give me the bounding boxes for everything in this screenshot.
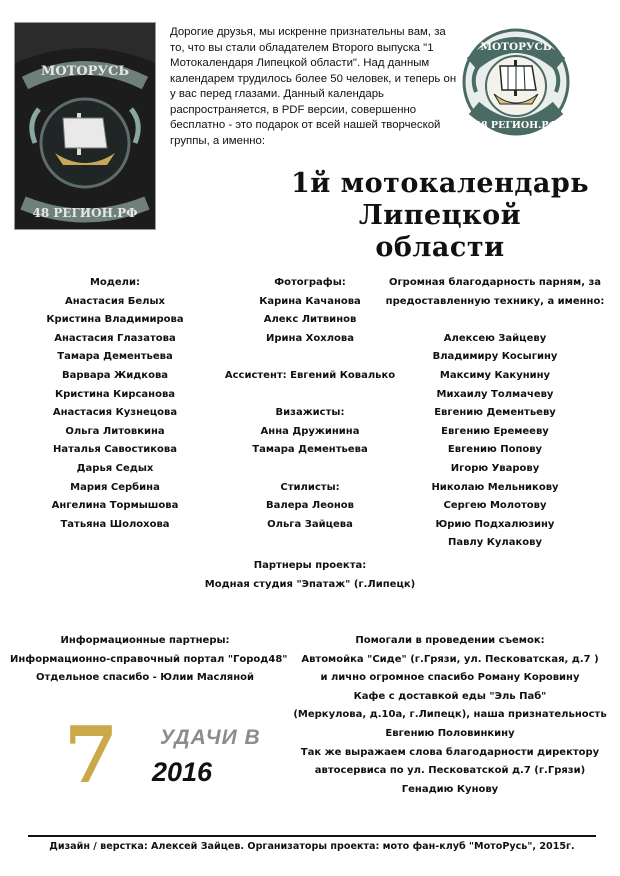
biker-patch-image — [15, 23, 155, 229]
patch-bottom-text: 48 РЕГИОН.РФ — [32, 206, 138, 220]
logo-bottom-text: 48 РЕГИОН.РФ — [474, 120, 558, 131]
models-column — [40, 274, 190, 534]
patch-top-text: МОТОРУСЬ — [40, 64, 130, 79]
photographer-name: Ирина Хохлова — [266, 332, 354, 344]
footer-divider — [28, 835, 596, 837]
partners-heading: Партнеры проекта: — [253, 560, 367, 571]
thanks-name: Владимиру Косыгину — [432, 351, 558, 363]
model-name: Тамара Дементьева — [57, 351, 173, 363]
crew-column — [220, 274, 400, 534]
cover-photo — [14, 22, 156, 230]
makeup-name: Тамара Дементьева — [252, 444, 368, 456]
helpers-line: (Меркулова, д.10а, г.Липецк), наша признательность — [293, 709, 607, 721]
model-name: Татьяна Шолохова — [60, 518, 170, 530]
model-name: Дарья Седых — [76, 462, 154, 474]
info-partners-line: Информационно-справочный портал "Город48" — [10, 653, 288, 665]
lucky-seven: 7 — [64, 710, 119, 801]
thanks-name: Игорю Уварову — [450, 462, 540, 474]
info-partners-block — [10, 632, 288, 688]
footer-credits: Дизайн / верстка: Алексей Зайцев. Организаторы проекта: мото фан-клуб "МотоРусь", 2015г. — [49, 841, 575, 852]
thanks-heading-line-2: предоставленную технику, а именно: — [385, 295, 605, 307]
thanks-name: Юрию Подхалюзину — [435, 518, 555, 530]
makeup-heading: Визажисты: — [275, 407, 345, 419]
model-name: Кристина Владимирова — [46, 314, 184, 326]
model-name: Ангелина Тормышова — [51, 500, 179, 512]
makeup-name: Анна Дружинина — [260, 425, 360, 437]
assistant-line: Ассистент: Евгений Ковалько — [224, 369, 396, 381]
models-heading: Модели: — [89, 277, 140, 288]
stylist-name: Валера Леонов — [266, 500, 354, 512]
model-name: Анастасия Кузнецова — [52, 407, 178, 419]
helpers-heading: Помогали в проведении съемок: — [355, 635, 545, 646]
moto-rus-logo — [462, 24, 570, 142]
info-partners-heading: Информационные партнеры: — [60, 635, 230, 646]
helpers-block — [290, 632, 610, 799]
thanks-name: Михаилу Толмачеву — [436, 388, 554, 400]
model-name: Наталья Савостикова — [53, 444, 177, 456]
thanks-column — [380, 274, 610, 553]
thanks-name: Сергею Молотову — [443, 500, 547, 512]
thanks-name: Евгению Попову — [447, 444, 543, 456]
helpers-line: автосервиса по ул. Песковатской д.7 (г.Грязи) — [314, 765, 586, 777]
helpers-line: и лично огромное спасибо Роману Коровину — [320, 672, 580, 684]
thanks-heading-line-1: Огромная благодарность парням, за — [388, 277, 602, 288]
photographer-name: Карина Качанова — [259, 295, 361, 307]
helpers-line: Генадию Кунову — [401, 783, 499, 795]
photographer-name: Алекс Литвинов — [263, 314, 357, 326]
title-line-1: 1й мотокалендарь — [290, 168, 590, 199]
stylist-name: Ольга Зайцева — [267, 518, 353, 530]
thanks-name: Евгению Дементьеву — [434, 407, 556, 419]
model-name: Анастасия Белых — [65, 295, 165, 307]
model-name: Кристина Кирсанова — [54, 388, 176, 400]
luck-year: 2016 — [152, 757, 213, 787]
model-name: Мария Сербина — [70, 481, 160, 493]
thanks-name: Павлу Кулакову — [447, 537, 543, 549]
helpers-line: Евгению Половинкину — [385, 727, 515, 739]
info-partners-thanks: Отдельное спасибо - Юлии Масляной — [35, 672, 255, 684]
intro-paragraph: Дорогие друзья, мы искренне признательны вам, за то, что вы стали обладателем Второго выпуска "1 Мотокалендаря Липецкой области". Над данным календарем трудилось более 50 человек, и теперь он у вас перед глазами. Данный календарь распространяется, в PDF версии, совершенно бесплатно - это подарок от всей нашей творческой группы, а именно: — [170, 26, 457, 147]
model-name: Ольга Литовкина — [65, 425, 165, 437]
model-name: Варвара Жидкова — [61, 369, 169, 381]
photographers-heading: Фотографы: — [274, 277, 346, 288]
page-title — [290, 168, 590, 264]
logo-top-text: МОТОРУСЬ — [480, 41, 552, 53]
thanks-name: Николаю Мельникову — [431, 481, 559, 493]
title-line-2: Липецкой области — [358, 200, 522, 263]
helpers-line: Кафе с доставкой еды "Эль Паб" — [353, 690, 547, 702]
partners-block — [160, 557, 460, 594]
stylists-heading: Стилисты: — [280, 481, 340, 493]
model-name: Анастасия Глазатова — [54, 332, 176, 344]
thanks-name: Евгению Еремееву — [441, 425, 549, 437]
thanks-name: Алексею Зайцеву — [443, 332, 547, 344]
luck-word: УДАЧИ В — [160, 726, 261, 749]
thanks-name: Максиму Какунину — [439, 369, 551, 381]
partners-line: Модная студия "Эпатаж" (г.Липецк) — [204, 578, 416, 590]
helpers-line: Автомойка "Сиде" (г.Грязи, ул. Песковатская, д.7 ) — [301, 653, 599, 665]
helpers-line: Так же выражаем слова благодарности директору — [300, 746, 600, 758]
